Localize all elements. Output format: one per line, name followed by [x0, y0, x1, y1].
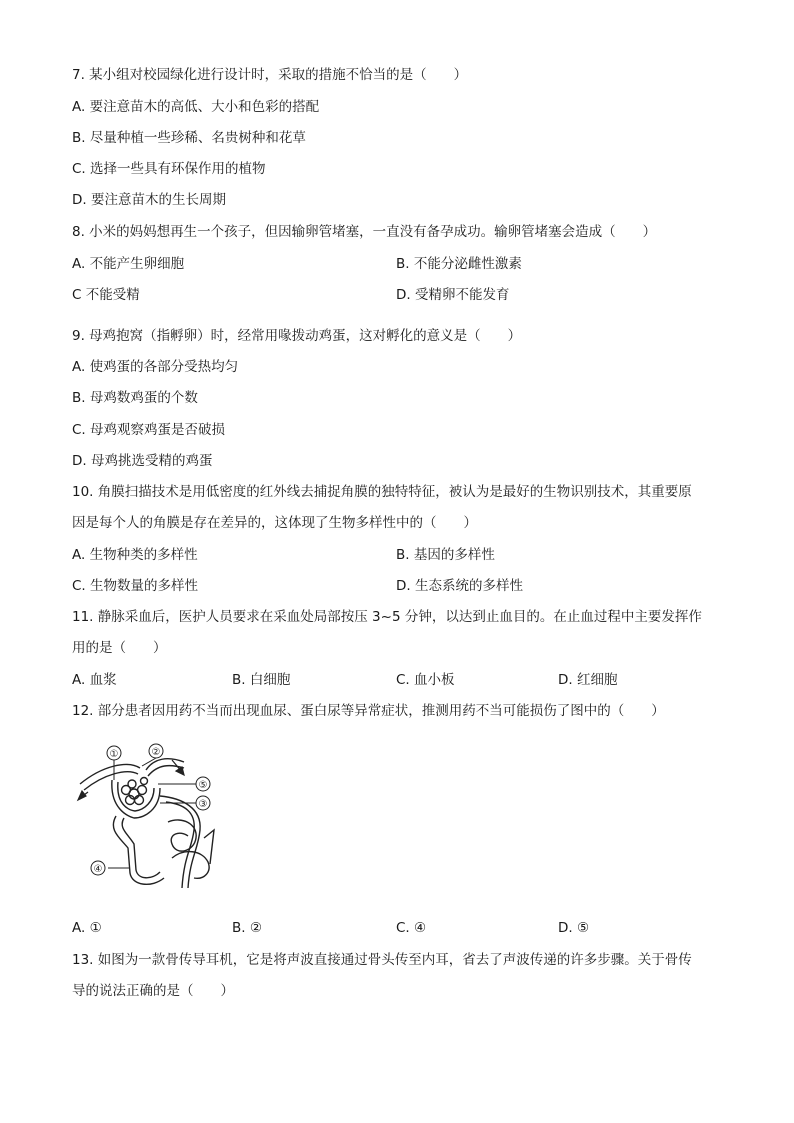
- q10-option-d: D. 生态系统的多样性: [396, 578, 523, 594]
- q8-option-c: C 不能受精: [72, 287, 140, 303]
- q9-option-a: A. 使鸡蛋的各部分受热均匀: [72, 359, 239, 375]
- q12-option-d: D. ⑤: [558, 920, 590, 936]
- q13-stem-line2: 导的说法正确的是（ ）: [72, 983, 234, 999]
- figure-label-4: ④: [93, 864, 103, 875]
- q9-option-d: D. 母鸡挑选受精的鸡蛋: [72, 453, 213, 469]
- q8-option-a: A. 不能产生卵细胞: [72, 256, 185, 272]
- q7-option-a: A. 要注意苗木的高低、大小和色彩的搭配: [72, 99, 320, 115]
- q9-option-c: C. 母鸡观察鸡蛋是否破损: [72, 422, 226, 438]
- q8-stem: 8. 小米的妈妈想再生一个孩子，但因输卵管堵塞，一直没有备孕成功。输卵管堵塞会造成（ ）: [72, 224, 657, 240]
- q12-option-a: A. ①: [72, 920, 102, 936]
- q10-stem-line1: 10. 角膜扫描技术是用低密度的红外线去捕捉角膜的独特特征，被认为是最好的生物识别技术，其重要原: [72, 484, 692, 500]
- q11-option-b: B. 白细胞: [232, 672, 291, 688]
- q7-option-b: B. 尽量种植一些珍稀、名贵树种和花草: [72, 130, 306, 146]
- q13-stem-line1: 13. 如图为一款骨传导耳机，它是将声波直接通过骨头传至内耳，省去了声波传递的许多步骤。关于骨传: [72, 952, 692, 968]
- figure-label-2: ②: [151, 747, 161, 758]
- q11-option-a: A. 血浆: [72, 672, 117, 688]
- q10-option-b: B. 基因的多样性: [396, 547, 495, 563]
- q7-stem: 7. 某小组对校园绿化进行设计时，采取的措施不恰当的是（ ）: [72, 67, 468, 83]
- figure-label-1: ①: [109, 749, 119, 760]
- q10-option-a: A. 生物种类的多样性: [72, 547, 198, 563]
- q9-option-b: B. 母鸡数鸡蛋的个数: [72, 390, 198, 406]
- q11-stem-line2: 用的是（ ）: [72, 640, 167, 656]
- q10-stem-line2: 因是每个人的角膜是存在差异的，这体现了生物多样性中的（ ）: [72, 515, 477, 531]
- q10-option-c: C. 生物数量的多样性: [72, 578, 199, 594]
- q8-option-b: B. 不能分泌雌性激素: [396, 256, 522, 272]
- q12-stem: 12. 部分患者因用药不当而出现血尿、蛋白尿等异常症状，推测用药不当可能损伤了图中的（ ）: [72, 703, 665, 719]
- q12-option-c: C. ④: [396, 920, 427, 936]
- nephron-figure: [72, 738, 242, 898]
- q11-stem-line1: 11. 静脉采血后，医护人员要求在采血处局部按压 3~5 分钟，以达到止血目的。在止血过程中主要发挥作: [72, 609, 702, 625]
- q8-option-d: D. 受精卵不能发育: [396, 287, 510, 303]
- figure-label-5: ⑤: [198, 780, 208, 791]
- q11-option-c: C. 血小板: [396, 672, 455, 688]
- q12-option-b: B. ②: [232, 920, 262, 936]
- q7-option-d: D. 要注意苗木的生长周期: [72, 192, 226, 208]
- q11-option-d: D. 红细胞: [558, 672, 618, 688]
- q9-stem: 9. 母鸡抱窝（指孵卵）时，经常用喙拨动鸡蛋，这对孵化的意义是（ ）: [72, 328, 522, 344]
- figure-label-3: ③: [198, 799, 208, 810]
- q7-option-c: C. 选择一些具有环保作用的植物: [72, 161, 266, 177]
